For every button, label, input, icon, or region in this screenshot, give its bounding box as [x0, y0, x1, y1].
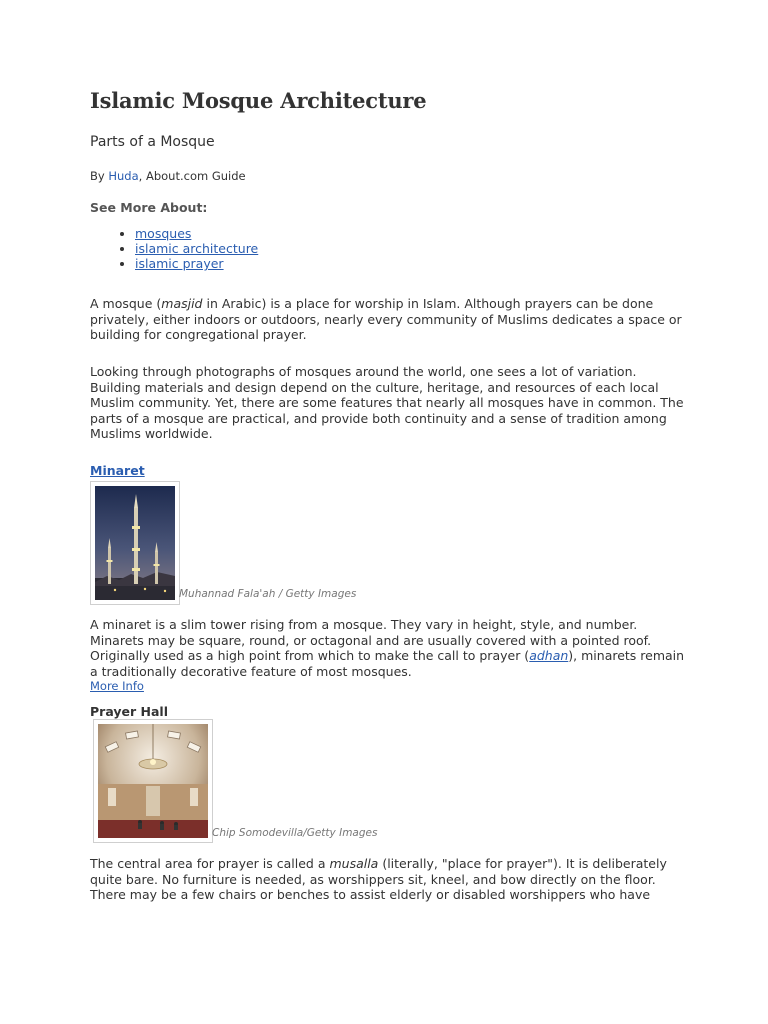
more-info-link[interactable]: More Info [90, 679, 144, 693]
list-item [135, 226, 258, 241]
prayer-hall-photo[interactable] [93, 719, 213, 843]
topic-link-islamic-architecture[interactable]: islamic architecture [135, 241, 259, 256]
byline-suffix: , About.com Guide [138, 169, 246, 183]
prayer-hall-heading: Prayer Hall [90, 704, 168, 719]
minaret-heading-link[interactable] [90, 463, 145, 478]
page-title: Islamic Mosque Architecture [90, 88, 427, 113]
prayer-hall-text-a: The central area for prayer is called a [90, 856, 330, 871]
byline-prefix: By [90, 169, 109, 183]
intro-paragraph-2: Looking through photographs of mosques around the world, one sees a lot of variation. Building materials and design depend on the culture, heritage, and resources of each local Muslim community. Yet, there are some features that nearly all mosques have in common. The parts of a mosque are practical, and provide both continuity and a sense of tradition among Muslims worldwide. [90, 364, 684, 441]
minaret-text-b: ), minarets remain a traditionally decorative feature of most mosques. [90, 648, 685, 679]
minaret-photo-caption: Muhannad Fala'ah / Getty Images [179, 588, 357, 600]
minaret-image [95, 486, 175, 600]
prayer-hall-image [98, 724, 208, 838]
intro-text-b: in Arabic) is a place for worship in Islam. Although prayers can be done privately, either indoors or outdoors, nearly every community of Muslims dedicates a space or building for congregational prayer. [90, 296, 682, 342]
byline [90, 169, 246, 183]
prayer-hall-photo-caption: Chip Somodevilla/Getty Images [212, 827, 378, 839]
page-subtitle: Parts of a Mosque [90, 134, 215, 150]
topic-list [90, 226, 258, 271]
topic-link-mosques[interactable]: mosques [135, 226, 192, 241]
minaret-photo[interactable] [90, 481, 180, 605]
minaret-text-a: A minaret is a slim tower rising from a mosque. They vary in height, style, and number. Minarets may be square, round, or octagonal and are usually covered with a pointed roof. Originally used as a high point from which to make the call to prayer ( [90, 617, 652, 663]
musalla-term: musalla [329, 856, 379, 871]
minaret-heading[interactable]: Minaret [90, 463, 145, 478]
list-item [135, 256, 258, 271]
author-link[interactable]: Huda [108, 169, 139, 183]
see-more-heading: See More About: [90, 200, 208, 215]
prayer-hall-text-b: (literally, "place for prayer"). It is deliberately quite bare. No furniture is needed, as worshippers sit, kneel, and bow directly on the floor. There may be a few chairs or benches to assist elderly or disabled worshippers who have [90, 856, 667, 902]
list-item [135, 241, 258, 256]
intro-paragraph-1 [90, 296, 690, 343]
topic-link-islamic-prayer[interactable]: islamic prayer [135, 256, 224, 271]
prayer-hall-paragraph [90, 856, 690, 903]
intro-text-a: A mosque ( [90, 296, 162, 311]
masjid-term: masjid [161, 296, 203, 311]
minaret-paragraph [90, 617, 690, 679]
adhan-link[interactable]: adhan [529, 648, 569, 663]
